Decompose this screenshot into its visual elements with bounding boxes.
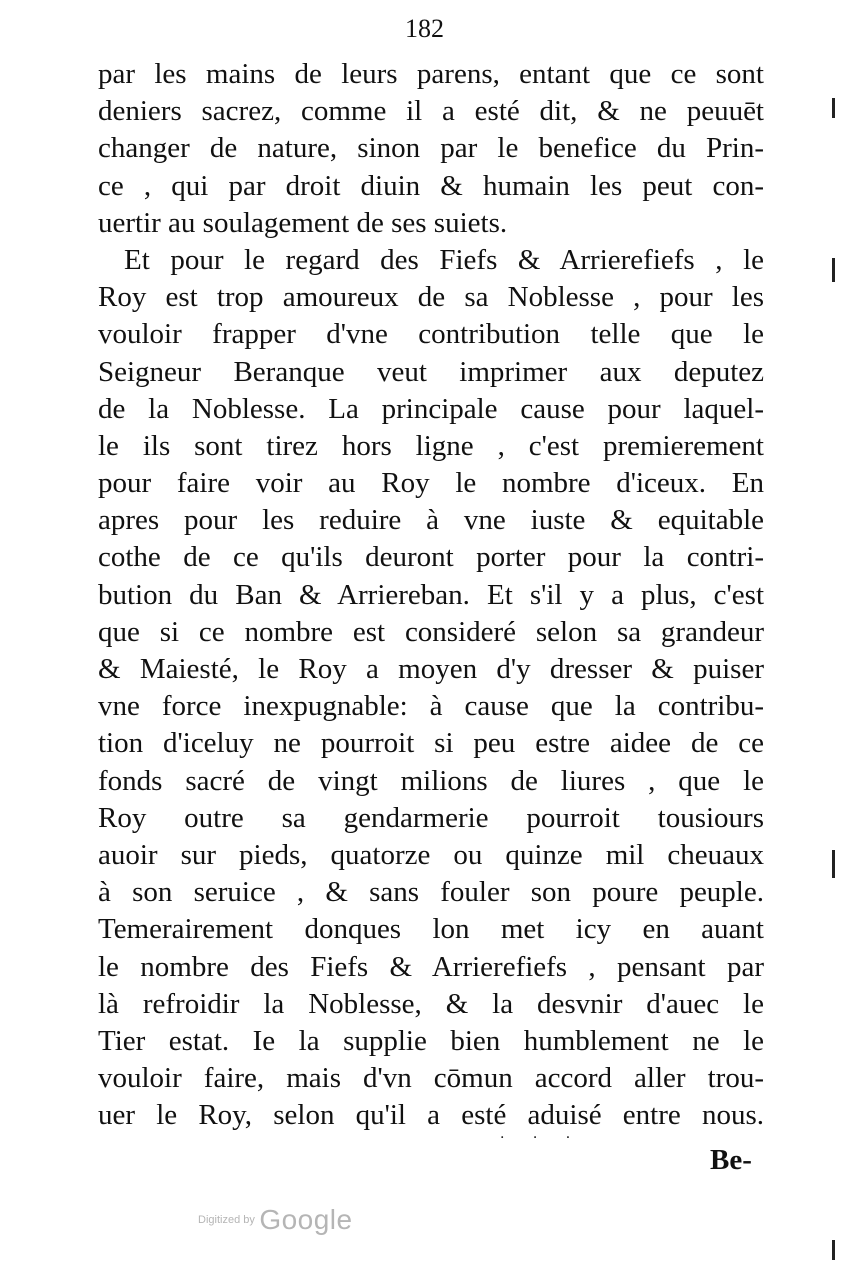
ink-specks: · · · [500,1130,583,1146]
page-number: 182 [405,14,444,43]
text-line: Temerairement donques lon met icy en auant [98,913,764,946]
watermark-prefix: Digitized by [198,1214,255,1226]
text-line: deniers sacrez, comme il a esté dit, & ne peuuēt [98,95,764,128]
digitization-watermark [198,1204,353,1236]
text-line: Roy outre sa gendarmerie pourroit tousiours [98,801,764,834]
scan-edge-mark [832,850,835,878]
text-line: ce , qui par droit diuin & humain les peut con- [98,169,764,202]
text-line: par les mains de leurs parens, entant que ce sont [98,58,764,90]
text-line: pour faire voir au Roy le nombre d'iceux. En [98,467,764,500]
text-line: cothe de ce qu'ils deuront porter pour la contri- [98,541,764,574]
text-line: changer de nature, sinon par le benefice du Prin- [98,132,764,165]
text-line: Et pour le regard des Fiefs & Arrierefiefs , le [124,243,764,276]
text-line: fonds sacré de vingt milions de liures , que le [98,764,764,797]
text-line: uer le Roy, selon qu'il a esté aduisé entre nous. [98,1099,764,1132]
text-line: vne force inexpugnable: à cause que la contribu- [98,690,764,723]
scan-edge-mark [832,1240,835,1260]
text-line: à son seruice , & sans fouler son poure peuple. [98,876,764,909]
text-line: apres pour les reduire à vne iuste & equitable [98,504,764,537]
text-line: tion d'iceluy ne pourroit si peu estre aidee de ce [98,727,764,760]
watermark-brand: Google [259,1204,353,1235]
text-line: & Maiesté, le Roy a moyen d'y dresser & puiser [98,653,764,685]
text-line: là refroidir la Noblesse, & la desvnir d'auec le [98,987,764,1020]
text-line: Roy est trop amoureux de sa Noblesse , pour les [98,281,764,314]
text-line: uertir au soulagement de ses suiets. [98,206,508,239]
text-line: le nombre des Fiefs & Arrierefiefs , pensant par [98,950,764,983]
scan-edge-mark [832,258,835,282]
text-line: Tier estat. Ie la supplie bien humblement ne le [98,1024,764,1057]
text-line: de la Noblesse. La principale cause pour laquel- [98,392,764,425]
body-text [98,56,764,1134]
text-line: vouloir faire, mais d'vn cōmun accord aller trou- [98,1062,764,1095]
text-line: le ils sont tirez hors ligne , c'est premierement [98,429,764,462]
scan-edge-mark [832,98,835,118]
text-line: que si ce nombre est consideré selon sa grandeur [98,615,764,648]
text-line: bution du Ban & Arriereban. Et s'il y a plus, c'est [98,578,764,611]
text-line: vouloir frapper d'vne contribution telle que le [98,318,764,351]
catchword: Be- [710,1144,752,1176]
text-line: Seigneur Beranque veut imprimer aux deputez [98,355,764,388]
text-line: auoir sur pieds, quatorze ou quinze mil cheuaux [98,838,764,871]
